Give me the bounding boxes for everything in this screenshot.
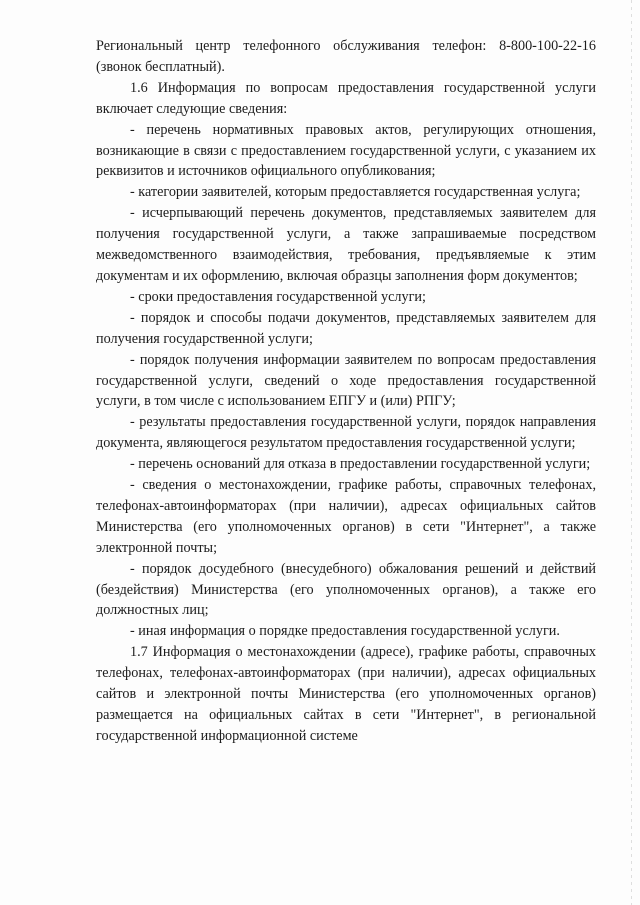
list-item-other-info: - иная информация о порядке предоставления государственной услуги. [130,623,560,640]
list-item-appeal-procedure: - порядок досудебного (внесудебного) обжалования решений и действий (бездействия) Министерства (его уполномоченных органов), а также его должностных лиц; [96,560,596,619]
scan-edge-artifact [631,0,632,905]
list-item-service-results: - результаты предоставления государственной услуги, порядок направления документа, являющегося результатом предоставления государственной услуги; [96,414,596,452]
paragraph-section-1-6: 1.6 Информация по вопросам предоставления государственной услуги включает следующие сведения: [96,79,596,117]
list-item-submission-methods: - порядок и способы подачи документов, представляемых заявителем для получения государственной услуги; [96,309,596,347]
list-item-refusal-grounds: - перечень оснований для отказа в предоставлении государственной услуги; [130,456,591,473]
list-item-documents-list: - исчерпывающий перечень документов, представляемых заявителем для получения государственной услуги, а также запрашиваемые посредством межведомственного взаимодействия, требования, предъявляемые к этим документам и их оформлению, включая образцы заполнения форм документов; [96,205,596,284]
list-item-service-terms: - сроки предоставления государственной услуги; [130,288,426,305]
list-item-applicant-categories: - категории заявителей, которым предоставляется государственная услуга; [130,184,581,201]
list-item-location-info: - сведения о местонахождении, графике работы, справочных телефонах, телефонах-автоинформаторах (при наличии), адресах официальных сайтов Министерства (его уполномоченных органов) в сети "Интернет", а также электронной почты; [96,477,596,556]
document-body [96,36,596,747]
list-item-legal-acts: - перечень нормативных правовых актов, регулирующих отношения, возникающие в связи с предоставлением государственной услуги, с указанием их реквизитов и источников официального опубликования; [96,121,596,180]
list-item-information-procedure: - порядок получения информации заявителем по вопросам предоставления государственной услуги, сведений о ходе предоставления государственной услуги, в том числе с использованием ЕПГУ и (или) РПГУ; [96,351,596,410]
paragraph-section-1-7: 1.7 Информация о местонахождении (адресе), графике работы, справочных телефонах, телефонах-автоинформаторах (при наличии), адресах официальных сайтов и электронной почты Министерства (его уполномоченных органов) размещается на официальных сайтах в сети "Интернет", в региональной государственной информационной системе [96,644,596,744]
paragraph-hotline: Региональный центр телефонного обслуживания телефон: 8-800-100-22-16 (звонок бесплатный). [96,38,596,75]
